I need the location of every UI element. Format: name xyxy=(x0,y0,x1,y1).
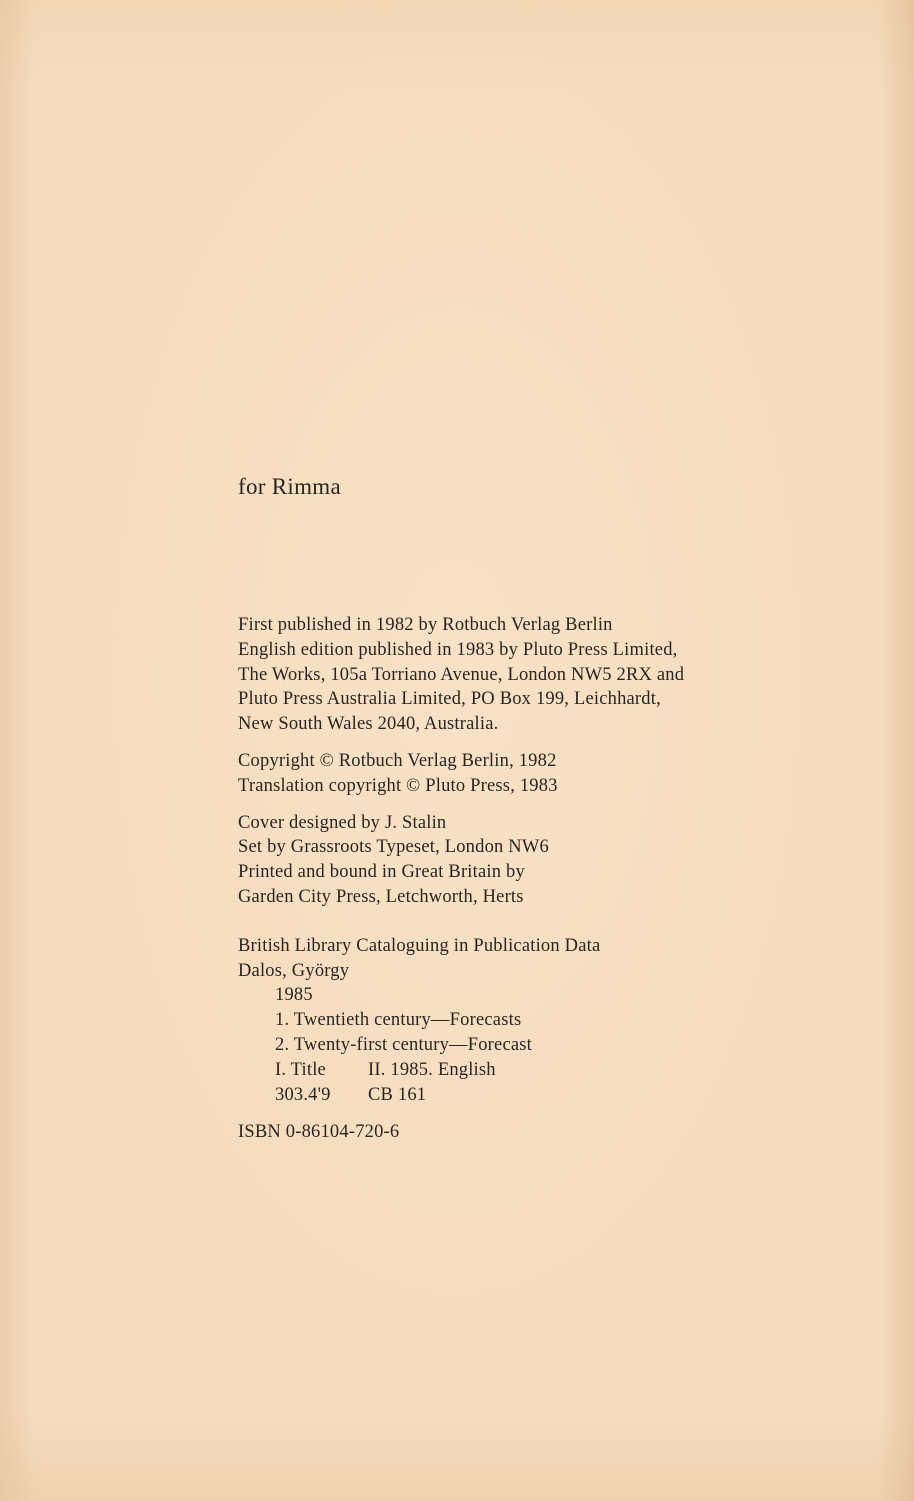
isbn: ISBN 0-86104-720-6 xyxy=(238,1122,400,1143)
cip-author: Dalos, György xyxy=(238,960,350,981)
cataloguing-data xyxy=(238,934,858,1108)
copyright-info xyxy=(238,749,858,799)
cip-heading: British Library Cataloguing in Publication Data xyxy=(238,935,601,956)
production-line: Cover designed by J. Stalin xyxy=(238,812,447,833)
publication-line: New South Wales 2040, Australia. xyxy=(238,714,499,735)
cip-subject: 2. Twenty-first century—Forecast xyxy=(275,1034,533,1055)
production-credits xyxy=(238,811,858,910)
publication-line: The Works, 105a Torriano Avenue, London NW5 2RX and xyxy=(238,664,685,685)
cip-entry: I. Title xyxy=(275,1059,326,1080)
cip-classification xyxy=(238,1083,858,1108)
cip-title: 1985 xyxy=(275,985,313,1006)
cip-entry: II. 1985. English xyxy=(368,1059,496,1080)
spacer xyxy=(238,1107,858,1120)
cip-subject: 1. Twentieth century—Forecasts xyxy=(275,1010,522,1031)
production-line: Garden City Press, Letchworth, Herts xyxy=(238,886,524,907)
publication-line: First published in 1982 by Rotbuch Verlag Berlin xyxy=(238,615,613,635)
publication-line: Pluto Press Australia Limited, PO Box 199, Leichhardt, xyxy=(238,689,661,710)
copyright-line: Translation copyright © Pluto Press, 1983 xyxy=(238,775,558,796)
spacer xyxy=(238,910,858,934)
imprint-block xyxy=(238,613,858,1145)
lc-number: CB 161 xyxy=(368,1084,427,1105)
production-line: Set by Grassroots Typeset, London NW6 xyxy=(238,837,549,858)
dedication: for Rimma xyxy=(238,474,341,499)
production-line: Printed and bound in Great Britain by xyxy=(238,862,525,883)
spacer xyxy=(238,737,858,749)
publication-line: English edition published in 1983 by Pluto Press Limited, xyxy=(238,639,678,660)
spacer xyxy=(238,799,858,811)
publication-info xyxy=(238,613,858,737)
copyright-line: Copyright © Rotbuch Verlag Berlin, 1982 xyxy=(238,750,557,771)
cip-entries xyxy=(238,1058,858,1083)
dewey-number: 303.4'9 xyxy=(275,1084,331,1105)
